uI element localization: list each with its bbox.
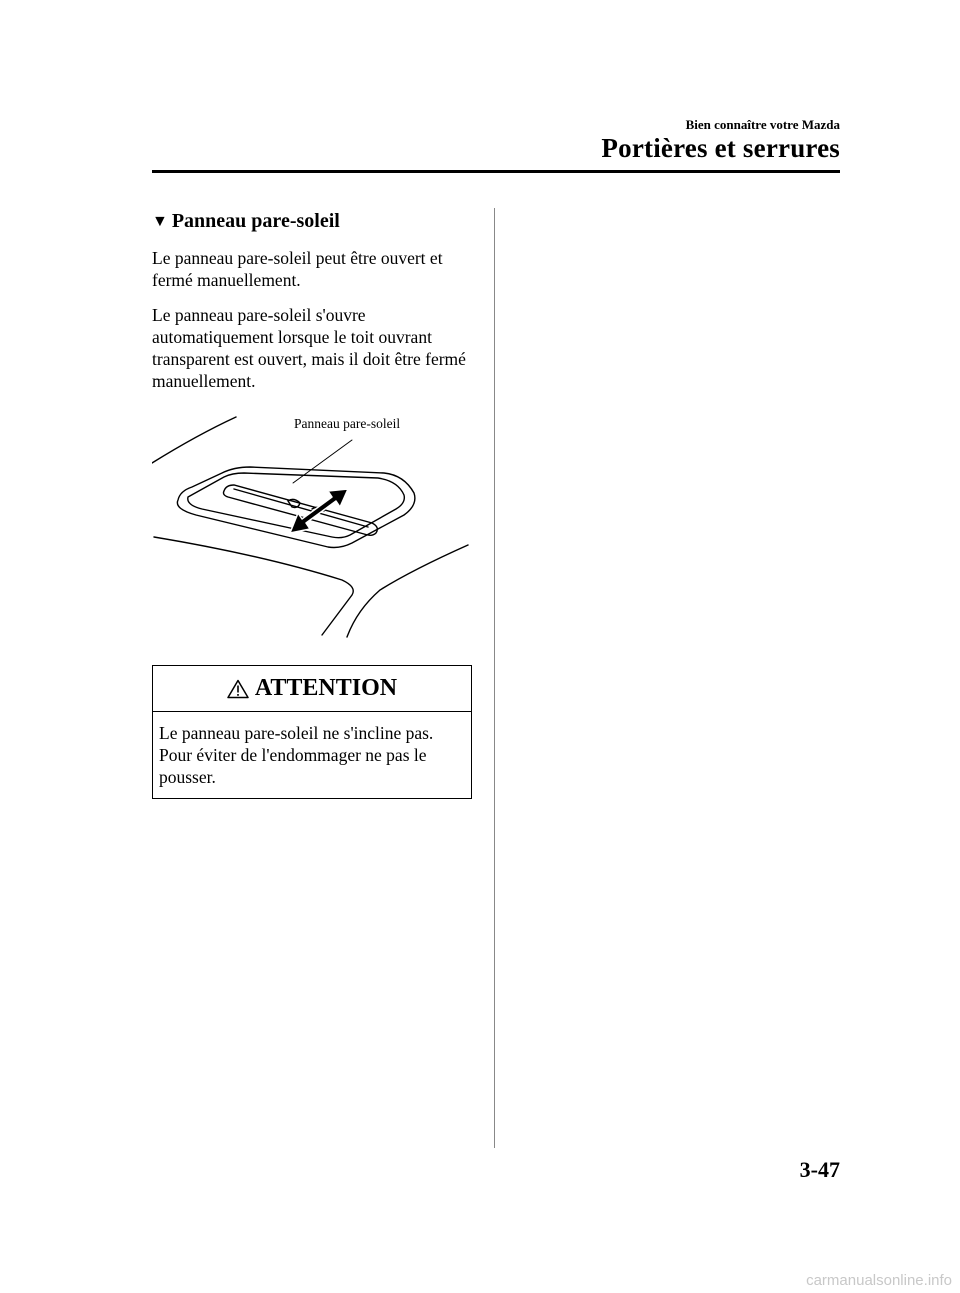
figure-label: Panneau pare-soleil — [294, 416, 401, 431]
page-number: 3-47 — [799, 1157, 840, 1182]
warning-icon — [227, 679, 249, 699]
header-rule — [152, 170, 840, 173]
sunshade-illustration — [152, 405, 472, 645]
paragraph-2: Le panneau pare-soleil s'ouvre automatiquement lorsque le toit ouvrant transparent est ouvert, mais il doit être fermé manuellement. — [152, 305, 466, 391]
attention-header — [159, 675, 465, 702]
attention-text: Le panneau pare-soleil ne s'incline pas. Pour éviter de l'endommager ne pas le pousser. — [159, 723, 434, 787]
attention-rule — [153, 711, 471, 712]
chapter-title: Bien connaître votre Mazda — [685, 117, 840, 132]
heading-text: Panneau pare-soleil — [171, 210, 340, 232]
left-column — [152, 210, 474, 799]
column-divider — [494, 208, 495, 1148]
paragraph-1: Le panneau pare-soleil peut être ouvert et fermé manuellement. — [152, 248, 443, 290]
attention-title: ATTENTION — [254, 675, 398, 701]
section-heading — [152, 210, 474, 233]
attention-box — [152, 665, 472, 799]
section-title: Portières et serrures — [601, 133, 840, 163]
watermark: carmanualsonline.info — [806, 1272, 952, 1289]
triangle-down-icon: ▼ — [152, 212, 168, 230]
sunshade-drawing — [152, 405, 472, 645]
